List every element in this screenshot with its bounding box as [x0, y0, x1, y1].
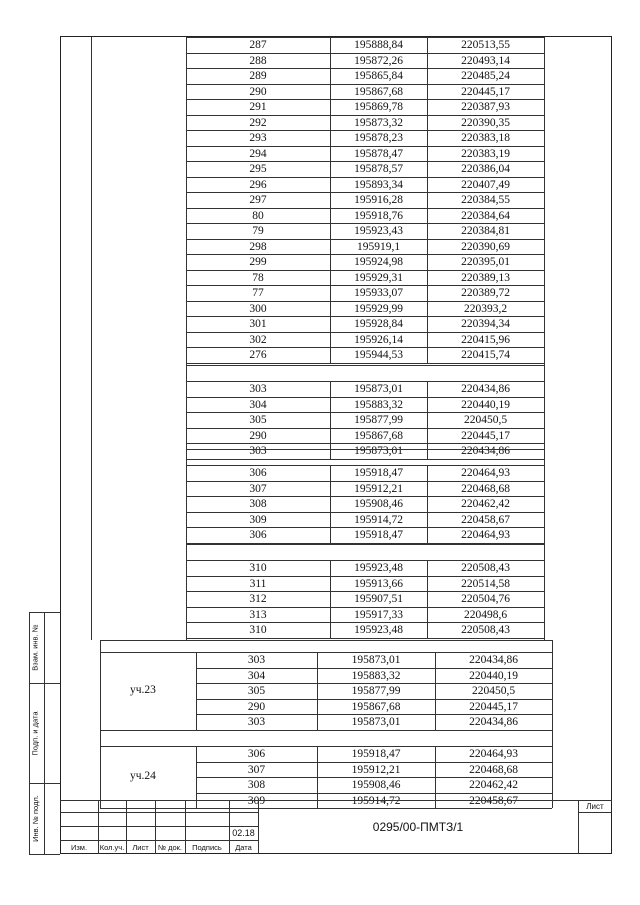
lower-right-edge: [552, 640, 553, 800]
y-coordinate: 220390,69: [461, 240, 510, 253]
row-line: [186, 381, 544, 382]
x-coordinate: 195893,34: [354, 178, 403, 191]
row-line: [186, 115, 544, 116]
y-coordinate: 220407,49: [461, 178, 510, 191]
y-coordinate: 220387,93: [461, 101, 510, 113]
row-line: [186, 607, 544, 608]
row-line: [186, 301, 544, 302]
title-block-column-label: Лист: [132, 843, 149, 852]
row-line: [186, 428, 544, 429]
row-line: [186, 481, 544, 482]
point-number: 79: [252, 225, 264, 237]
y-coordinate: 220464,93: [469, 748, 518, 760]
spacer-line: [186, 544, 544, 545]
x-coordinate: 195913,66: [354, 577, 403, 590]
point-number: 307: [247, 763, 266, 776]
point-number: 304: [249, 398, 267, 411]
date-value: 02.18: [232, 828, 255, 838]
x-coordinate: 195914,72: [354, 513, 403, 526]
y-coordinate: 220415,74: [461, 349, 510, 361]
point-number: 80: [252, 209, 264, 222]
x-coordinate: 195929,99: [354, 302, 403, 315]
row-line: [100, 808, 552, 809]
point-number: 291: [249, 101, 267, 113]
row-line: [186, 347, 544, 348]
y-coordinate: 220395,01: [461, 256, 510, 268]
x-coordinate: 195918,47: [351, 748, 401, 760]
side-stamp-divider: [44, 612, 45, 854]
row-line: [186, 146, 544, 147]
point-number: 287: [249, 39, 267, 51]
x-coordinate: 195919,1: [356, 240, 401, 253]
x-coordinate: 195916,28: [354, 194, 403, 206]
row-line: [186, 443, 544, 444]
x-coordinate: 195926,14: [354, 333, 403, 346]
side-stamp-cell: [29, 783, 42, 854]
row-line: [186, 316, 544, 317]
row-line: [100, 652, 552, 653]
x-coordinate: 195883,32: [354, 398, 403, 411]
point-number: 309: [249, 513, 267, 526]
x-coordinate: 195873,01: [351, 716, 401, 728]
point-number: 297: [249, 194, 267, 206]
row-line: [186, 363, 544, 364]
point-number: 299: [249, 256, 267, 268]
x-coordinate: 195918,76: [354, 209, 403, 222]
point-number: 306: [249, 529, 267, 541]
spacer-line: [186, 365, 544, 366]
y-coordinate: 220383,19: [461, 147, 510, 160]
side-stamp-line: [29, 854, 60, 855]
y-coordinate: 220389,13: [461, 271, 510, 284]
point-number: 292: [249, 116, 267, 129]
y-coordinate: 220440,19: [469, 669, 518, 682]
row-line: [186, 332, 544, 333]
row-line: [186, 622, 544, 623]
x-coordinate: 195944,53: [354, 349, 403, 361]
side-stamp-cell: [29, 683, 42, 783]
row-line: [186, 560, 544, 561]
row-line: [100, 746, 552, 747]
row-line: [186, 412, 544, 413]
y-coordinate: 220390,35: [461, 116, 510, 129]
y-coordinate: 220445,17: [461, 429, 510, 442]
title-block-column-label: Подпись: [192, 843, 222, 852]
row-line: [196, 668, 552, 669]
title-block-column-label: Изм.: [70, 843, 88, 852]
row-line: [186, 397, 544, 398]
point-number: 289: [249, 70, 267, 82]
row-line: [186, 459, 544, 460]
y-coordinate: 220383,18: [461, 132, 510, 144]
side-stamp-vzam: Взам. инв. №: [31, 624, 40, 671]
y-coordinate: 220394,34: [461, 318, 510, 330]
row-line: [196, 714, 552, 715]
row-line: [186, 53, 544, 54]
x-coordinate: 195923,48: [354, 624, 403, 636]
row-line: [186, 512, 544, 513]
row-line: [186, 270, 544, 271]
x-coordinate: 195907,51: [354, 593, 403, 605]
plot-label: уч.23: [130, 683, 156, 696]
y-coordinate: 220458,67: [461, 513, 510, 526]
y-coordinate: 220389,72: [461, 287, 510, 299]
point-number: 290: [249, 429, 267, 442]
title-block-line: [578, 812, 612, 813]
x-coordinate: 195872,26: [354, 54, 403, 67]
y-coordinate: 220464,93: [461, 467, 510, 479]
y-coordinate: 220498,6: [463, 608, 508, 621]
y-coordinate: 220464,93: [461, 529, 510, 541]
point-number: 306: [247, 748, 266, 760]
x-coordinate: 195917,33: [354, 608, 403, 621]
y-coordinate: 220384,64: [461, 209, 510, 222]
point-number: 78: [252, 271, 264, 284]
title-block-column-label: Кол.уч.: [99, 843, 125, 852]
y-coordinate: 220434,86: [469, 654, 518, 666]
point-number: 303: [247, 716, 266, 728]
title-block-line: [60, 800, 612, 801]
row-line: [186, 465, 544, 466]
point-number: 303: [249, 445, 267, 457]
y-coordinate: 220468,68: [461, 482, 510, 495]
point-number: 306: [249, 467, 267, 479]
x-coordinate: 195918,47: [354, 529, 403, 541]
x-coordinate: 195867,68: [351, 700, 401, 713]
point-number: 305: [247, 685, 266, 697]
label-column-edge: [186, 37, 187, 640]
row-line: [186, 37, 544, 38]
x-coordinate: 195869,78: [354, 101, 403, 113]
x-coordinate: 195873,01: [354, 445, 403, 457]
point-number: 307: [249, 482, 267, 495]
x-coordinate: 195912,21: [354, 482, 403, 495]
point-number: 304: [247, 669, 266, 682]
y-coordinate: 220440,19: [461, 398, 510, 411]
row-line: [186, 254, 544, 255]
point-number: 308: [247, 779, 266, 791]
table-right-edge: [544, 37, 545, 640]
x-coordinate: 195877,99: [351, 685, 401, 697]
row-line: [186, 638, 544, 639]
y-coordinate: 220386,04: [461, 163, 510, 175]
point-number: 290: [247, 700, 266, 713]
point-number: 303: [249, 383, 267, 395]
row-line: [186, 99, 544, 100]
y-coordinate: 220504,76: [461, 593, 510, 605]
x-coordinate: 195928,84: [354, 318, 403, 330]
x-coordinate: 195918,47: [354, 467, 403, 479]
y-coordinate: 220468,68: [469, 763, 518, 776]
y-coordinate: 220384,81: [461, 225, 510, 237]
point-number: 305: [249, 414, 267, 426]
y-coordinate: 220450,5: [471, 685, 516, 697]
point-number: 302: [249, 333, 267, 346]
point-number: 311: [249, 577, 267, 590]
y-coordinate: 220434,86: [461, 383, 510, 395]
row-line: [186, 285, 544, 286]
y-coordinate: 220462,42: [461, 498, 510, 510]
x-coordinate: 195883,32: [351, 669, 401, 682]
y-coordinate: 220415,96: [461, 333, 510, 346]
point-number: 310: [249, 562, 267, 574]
y-coordinate: 220384,55: [461, 194, 510, 206]
x-coordinate: 195914,72: [351, 794, 401, 807]
point-number: 276: [249, 349, 267, 361]
y-coordinate: 220450,5: [463, 414, 508, 426]
x-coordinate: 195908,46: [354, 498, 403, 510]
row-line: [186, 84, 544, 85]
row-line: [186, 223, 544, 224]
y-coordinate: 220462,42: [469, 779, 518, 791]
row-line: [196, 762, 552, 763]
point-number: 290: [249, 85, 267, 98]
x-coordinate: 195924,98: [354, 256, 403, 268]
point-number: 296: [249, 178, 267, 191]
point-number: 308: [249, 498, 267, 510]
x-coordinate: 195878,47: [354, 147, 403, 160]
row-line: [186, 239, 544, 240]
side-stamp-cell: [29, 612, 42, 683]
y-coordinate: 220434,86: [461, 445, 510, 457]
table-left-edge: [91, 37, 92, 640]
x-coordinate: 195865,84: [354, 70, 403, 82]
y-coordinate: 220493,14: [461, 54, 510, 67]
x-coordinate: 195873,01: [351, 654, 401, 666]
x-coordinate: 195888,84: [354, 39, 403, 51]
x-coordinate: 195877,99: [354, 414, 403, 426]
spacer-line: [100, 730, 552, 731]
spacer-line: [186, 449, 544, 450]
point-number: 288: [249, 54, 267, 67]
row-line: [186, 161, 544, 162]
row-line: [196, 793, 552, 794]
row-line: [196, 699, 552, 700]
x-coordinate: 195873,01: [354, 383, 403, 395]
point-number: 310: [249, 624, 267, 636]
y-coordinate: 220434,86: [469, 716, 518, 728]
point-number: 295: [249, 163, 267, 175]
row-line: [186, 591, 544, 592]
row-line: [186, 496, 544, 497]
y-coordinate: 220445,17: [469, 700, 518, 713]
row-line: [196, 777, 552, 778]
sheet-label: Лист: [586, 802, 604, 811]
point-number: 293: [249, 132, 267, 144]
x-coordinate: 195873,32: [354, 116, 403, 129]
point-number: 301: [249, 318, 267, 330]
y-coordinate: 220393,2: [463, 302, 508, 315]
document-code: 0295/00-ПМТЗ/1: [372, 820, 464, 834]
row-line: [186, 576, 544, 577]
row-line: [186, 527, 544, 528]
x-coordinate: 195929,31: [354, 271, 403, 284]
y-coordinate: 220445,17: [461, 85, 510, 98]
y-coordinate: 220508,43: [461, 624, 510, 636]
x-coordinate: 195933,07: [354, 287, 403, 299]
x-coordinate: 195878,57: [354, 163, 403, 175]
y-coordinate: 220508,43: [461, 562, 510, 574]
x-coordinate: 195908,46: [351, 779, 401, 791]
y-coordinate: 220514,58: [461, 577, 510, 590]
side-stamp-podp: Подп. и дата: [31, 710, 40, 756]
point-number: 294: [249, 147, 267, 160]
row-line: [186, 68, 544, 69]
point-number: 312: [249, 593, 267, 605]
x-coordinate: 195878,23: [354, 132, 403, 144]
point-number: 300: [249, 302, 267, 315]
x-coordinate: 195923,48: [354, 562, 403, 574]
point-number: 313: [249, 608, 267, 621]
x-coordinate: 195867,68: [354, 85, 403, 98]
title-block-column-label: Дата: [235, 843, 252, 852]
point-number: 77: [252, 287, 264, 299]
point-number: 298: [249, 240, 267, 253]
y-coordinate: 220513,55: [461, 39, 510, 51]
row-line: [186, 177, 544, 178]
y-coordinate: 220485,24: [461, 70, 510, 82]
row-line: [186, 130, 544, 131]
separator-line: [100, 640, 552, 641]
row-line: [186, 192, 544, 193]
side-stamp-inv: Инв. № подл.: [31, 795, 40, 842]
row-line: [196, 683, 552, 684]
point-number: 303: [247, 654, 266, 666]
row-line: [186, 208, 544, 209]
x-coordinate: 195912,21: [351, 763, 401, 776]
lower-left-edge: [100, 640, 101, 800]
title-block-column-label: № док.: [157, 843, 183, 852]
x-coordinate: 195867,68: [354, 429, 403, 442]
plot-label: уч.24: [130, 770, 156, 782]
x-coordinate: 195923,43: [354, 225, 403, 237]
y-coordinate: 220458,67: [469, 794, 518, 807]
point-number: 309: [247, 794, 266, 807]
